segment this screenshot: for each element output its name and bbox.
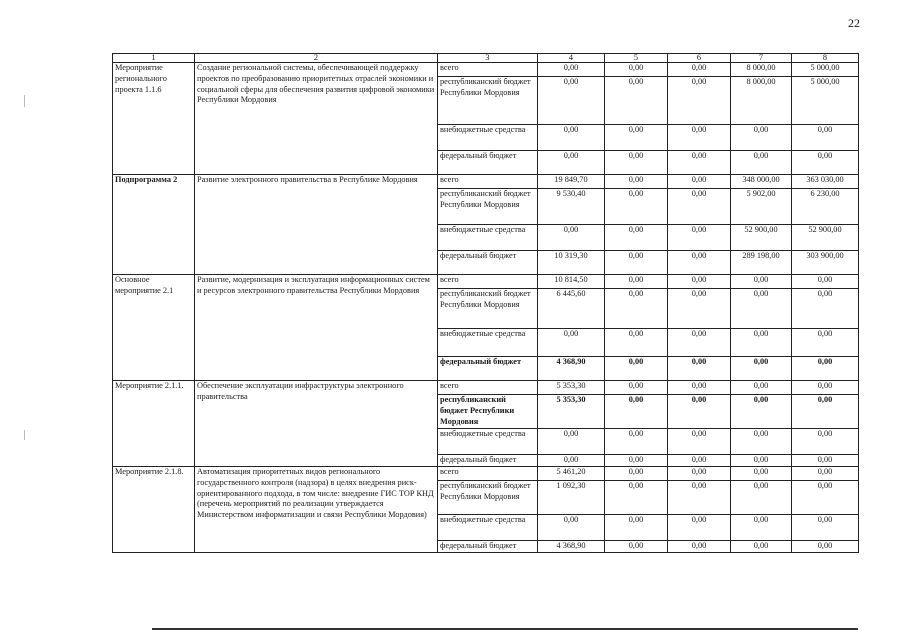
amount-cell: 0,00 — [792, 357, 859, 381]
amount-cell: 0,00 — [668, 429, 731, 455]
amount-cell: 0,00 — [605, 329, 668, 357]
activity-title: Обеспечение эксплуатации инфраструктуры электронного правительства — [195, 381, 438, 467]
amount-cell: 0,00 — [668, 515, 731, 541]
amount-cell: 0,00 — [605, 357, 668, 381]
amount-cell: 0,00 — [605, 541, 668, 553]
activity-code: Мероприятие регионального проекта 1.1.6 — [113, 63, 195, 175]
amount-cell: 0,00 — [792, 329, 859, 357]
amount-cell: 0,00 — [605, 175, 668, 189]
amount-cell: 0,00 — [538, 125, 605, 151]
amount-cell: 52 900,00 — [731, 225, 792, 251]
amount-cell: 0,00 — [605, 481, 668, 515]
funding-source: федеральный бюджет — [438, 151, 538, 175]
amount-cell: 0,00 — [605, 467, 668, 481]
amount-cell: 0,00 — [792, 481, 859, 515]
column-number: 1 — [113, 54, 195, 63]
column-number: 2 — [195, 54, 438, 63]
column-number: 5 — [605, 54, 668, 63]
amount-cell: 0,00 — [605, 275, 668, 289]
amount-cell: 0,00 — [668, 251, 731, 275]
amount-cell: 0,00 — [792, 289, 859, 329]
amount-cell: 4 368,90 — [538, 357, 605, 381]
amount-cell: 6 230,00 — [792, 189, 859, 225]
amount-cell: 0,00 — [538, 455, 605, 467]
amount-cell: 0,00 — [605, 515, 668, 541]
activity-title: Развитие, модернизация и эксплуатация информационных систем и ресурсов электронного правительства Республики Мордовия — [195, 275, 438, 381]
amount-cell: 5 461,20 — [538, 467, 605, 481]
amount-cell: 8 000,00 — [731, 77, 792, 125]
funding-source: всего — [438, 467, 538, 481]
amount-cell: 0,00 — [538, 77, 605, 125]
financing-table — [112, 53, 859, 553]
amount-cell: 5 902,00 — [731, 189, 792, 225]
amount-cell: 0,00 — [605, 381, 668, 395]
funding-source: внебюджетные средства — [438, 125, 538, 151]
amount-cell: 0,00 — [731, 125, 792, 151]
amount-cell: 0,00 — [731, 381, 792, 395]
amount-cell: 0,00 — [731, 357, 792, 381]
amount-cell: 0,00 — [731, 467, 792, 481]
funding-source: внебюджетные средства — [438, 429, 538, 455]
activity-code: Основное мероприятие 2.1 — [113, 275, 195, 381]
amount-cell: 0,00 — [668, 329, 731, 357]
amount-cell: 0,00 — [538, 63, 605, 77]
amount-cell: 363 030,00 — [792, 175, 859, 189]
amount-cell: 10 814,50 — [538, 275, 605, 289]
amount-cell: 0,00 — [605, 77, 668, 125]
amount-cell: 5 353,30 — [538, 381, 605, 395]
amount-cell: 0,00 — [605, 189, 668, 225]
amount-cell: 0,00 — [792, 429, 859, 455]
funding-source: всего — [438, 63, 538, 77]
funding-source: всего — [438, 381, 538, 395]
amount-cell: 0,00 — [792, 515, 859, 541]
amount-cell: 0,00 — [731, 275, 792, 289]
amount-cell: 0,00 — [668, 357, 731, 381]
funding-source: внебюджетные средства — [438, 225, 538, 251]
amount-cell: 0,00 — [792, 467, 859, 481]
amount-cell: 0,00 — [792, 455, 859, 467]
amount-cell: 0,00 — [605, 429, 668, 455]
amount-cell: 0,00 — [731, 151, 792, 175]
amount-cell: 5 000,00 — [792, 63, 859, 77]
amount-cell: 0,00 — [668, 125, 731, 151]
amount-cell: 0,00 — [605, 395, 668, 429]
amount-cell: 0,00 — [668, 541, 731, 553]
amount-cell: 0,00 — [792, 125, 859, 151]
amount-cell: 0,00 — [731, 541, 792, 553]
amount-cell: 348 000,00 — [731, 175, 792, 189]
column-number-row — [113, 54, 859, 63]
funding-source: всего — [438, 275, 538, 289]
amount-cell: 0,00 — [605, 125, 668, 151]
amount-cell: 0,00 — [668, 63, 731, 77]
funding-source: республиканский бюджет Республики Мордовия — [438, 481, 538, 515]
table-row — [113, 275, 859, 289]
column-number: 6 — [668, 54, 731, 63]
table-row — [113, 175, 859, 189]
page-number: 22 — [848, 16, 860, 30]
amount-cell: 0,00 — [792, 541, 859, 553]
margin-mark — [24, 95, 25, 107]
amount-cell: 4 368,90 — [538, 541, 605, 553]
amount-cell: 0,00 — [538, 225, 605, 251]
amount-cell: 10 319,30 — [538, 251, 605, 275]
amount-cell: 0,00 — [731, 329, 792, 357]
funding-source: республиканский бюджет Республики Мордовия — [438, 395, 538, 429]
margin-mark — [24, 430, 25, 440]
amount-cell: 0,00 — [668, 455, 731, 467]
amount-cell: 0,00 — [605, 251, 668, 275]
amount-cell: 0,00 — [731, 481, 792, 515]
amount-cell: 0,00 — [668, 275, 731, 289]
amount-cell: 0,00 — [538, 151, 605, 175]
table-row — [113, 467, 859, 481]
amount-cell: 0,00 — [731, 455, 792, 467]
amount-cell: 0,00 — [668, 151, 731, 175]
amount-cell: 289 198,00 — [731, 251, 792, 275]
amount-cell: 0,00 — [605, 151, 668, 175]
amount-cell: 0,00 — [792, 381, 859, 395]
amount-cell: 5 353,30 — [538, 395, 605, 429]
funding-source: республиканский бюджет Республики Мордовия — [438, 77, 538, 125]
amount-cell: 0,00 — [538, 329, 605, 357]
amount-cell: 0,00 — [668, 481, 731, 515]
amount-cell: 0,00 — [668, 175, 731, 189]
funding-source: федеральный бюджет — [438, 251, 538, 275]
amount-cell: 0,00 — [668, 225, 731, 251]
amount-cell: 0,00 — [731, 395, 792, 429]
funding-source: внебюджетные средства — [438, 329, 538, 357]
amount-cell: 0,00 — [668, 467, 731, 481]
activity-code: Мероприятие 2.1.1. — [113, 381, 195, 467]
column-number: 7 — [731, 54, 792, 63]
activity-code: Подпрограмма 2 — [113, 175, 195, 275]
activity-title: Автоматизация приоритетных видов регионального государственного контроля (надзора) в целях внедрения риск-ориентированного подхода, в том числе: внедрение ГИС ТОР КНД (перечень мероприятий по реализации утверждается Министерством информатизации и связи Республики Мордовия) — [195, 467, 438, 553]
amount-cell: 0,00 — [668, 189, 731, 225]
bottom-rule — [152, 628, 858, 630]
amount-cell: 0,00 — [538, 515, 605, 541]
funding-source: федеральный бюджет — [438, 357, 538, 381]
amount-cell: 0,00 — [792, 151, 859, 175]
activity-title: Развитие электронного правительства в Республике Мордовия — [195, 175, 438, 275]
amount-cell: 52 900,00 — [792, 225, 859, 251]
amount-cell: 0,00 — [605, 225, 668, 251]
amount-cell: 1 092,30 — [538, 481, 605, 515]
funding-source: всего — [438, 175, 538, 189]
amount-cell: 0,00 — [731, 515, 792, 541]
amount-cell: 0,00 — [668, 289, 731, 329]
amount-cell: 6 445,60 — [538, 289, 605, 329]
table-row — [113, 381, 859, 395]
funding-source: федеральный бюджет — [438, 541, 538, 553]
funding-source: республиканский бюджет Республики Мордовия — [438, 289, 538, 329]
activity-code: Мероприятие 2.1.8. — [113, 467, 195, 553]
amount-cell: 5 000,00 — [792, 77, 859, 125]
amount-cell: 0,00 — [605, 289, 668, 329]
amount-cell: 0,00 — [605, 63, 668, 77]
amount-cell: 0,00 — [731, 289, 792, 329]
amount-cell: 0,00 — [668, 395, 731, 429]
amount-cell: 19 849,70 — [538, 175, 605, 189]
column-number: 3 — [438, 54, 538, 63]
amount-cell: 0,00 — [792, 275, 859, 289]
funding-source: республиканский бюджет Республики Мордовия — [438, 189, 538, 225]
amount-cell: 9 530,40 — [538, 189, 605, 225]
amount-cell: 0,00 — [731, 429, 792, 455]
amount-cell: 0,00 — [538, 429, 605, 455]
activity-title: Создание региональной системы, обеспечивающей поддержку проектов по преобразованию приоритетных отраслей экономики и социальной сферы для обеспечения развития цифровой экономики Республики Мордовия — [195, 63, 438, 175]
amount-cell: 0,00 — [668, 77, 731, 125]
amount-cell: 303 900,00 — [792, 251, 859, 275]
funding-source: внебюджетные средства — [438, 515, 538, 541]
amount-cell: 8 000,00 — [731, 63, 792, 77]
amount-cell: 0,00 — [668, 381, 731, 395]
column-number: 4 — [538, 54, 605, 63]
amount-cell: 0,00 — [792, 395, 859, 429]
column-number: 8 — [792, 54, 859, 63]
table-row — [113, 63, 859, 77]
amount-cell: 0,00 — [605, 455, 668, 467]
funding-source: федеральный бюджет — [438, 455, 538, 467]
